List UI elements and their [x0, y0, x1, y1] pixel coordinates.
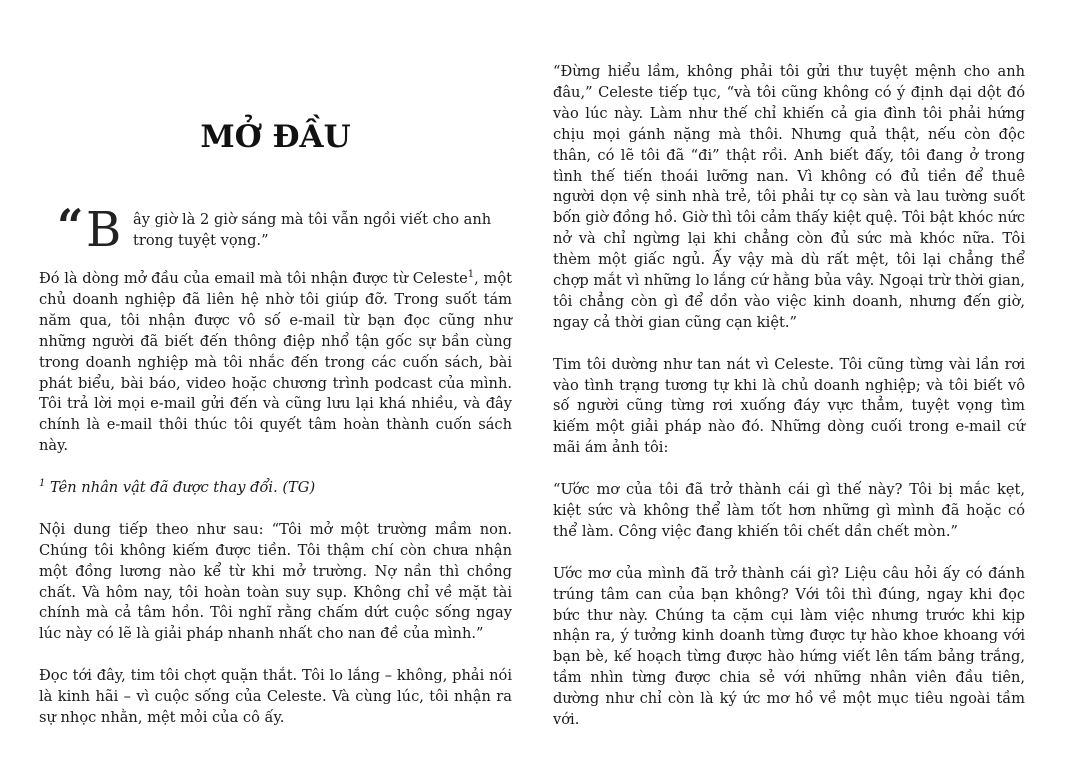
paragraph: “Đừng hiểu lầm, không phải tôi gửi thư tuyệt mệnh cho anh đâu,” Celeste tiếp tục, “và tôi cũng không có ý định dại dột đó vào lúc này. Làm như thế chỉ khiến cả gia đình tôi phải hứng chịu mọi gánh nặng mà thôi. Nhưng quả thật, nếu còn độc thân, có lẽ tôi đã “đi” thật rồi. Anh biết đấy, tôi đang ở trong tình thế tiến thoái lưỡng nan. Vì không có đủ tiền để thuê người dọn vệ sinh nhà trẻ, tôi phải tự cọ sàn và lau tường suốt bốn giờ đồng hồ. Giờ thì tôi cảm thấy kiệt quệ. Tôi bật khóc nức nở và chỉ ngừng lại khi chẳng còn đủ sức mà khóc nữa. Tôi thèm một giấc ngủ. Ấy vậy mà dù rất mệt, tôi lại chẳng thể chợp mắt vì những lo lắng cứ hằng bủa vây. Ngoại trừ thời gian, tôi chẳng còn gì để dồn vào việc kinh doanh, nhưng đến giờ, ngay cả thời gian cũng cạn kiệt.”: [553, 63, 1025, 331]
paragraph-text: Đó là dòng mở đầu của email mà tôi nhận được từ Celeste: [39, 270, 468, 287]
paragraph: Ước mơ của mình đã trở thành cái gì? Liệu câu hỏi ấy có đánh trúng tâm can của bạn không? Với tôi thì đúng, ngay khi đọc bức thư này. Chúng ta cặm cụi làm việc nhưng trước khi kịp nhận ra, ý tưởng kinh doanh từng được tự hào khoe khoang với bạn bè, kế hoạch từng được hào hứng viết lên tấm bảng trắng, tầm nhìn từng được chia sẻ với những nhân viên đầu tiên, dường như chỉ còn là ký ức mơ hồ về một mục tiêu ngoài tầm với.: [553, 564, 1025, 729]
chapter-title: MỞ ĐẦU: [200, 119, 351, 155]
drop-cap: B: [86, 202, 122, 258]
lead-text: ây giờ là 2 giờ sáng mà tôi vẫn ngồi viết cho anh trong tuyệt vọng.”: [133, 211, 492, 249]
paragraph: Nội dung tiếp theo như sau: “Tôi mở một trường mầm non. Chúng tôi không kiếm được tiền. Tôi thậm chí còn chưa nhận một đồng lương nào kể từ khi mở trường. Nợ nần thì chồng chất. Và hôm nay, tôi hoàn toàn suy sụp. Không chỉ về mặt tài chính mà cả tâm hồn. Tôi nghĩ rằng chấm dứt cuộc sống ngay lúc này có lẽ là giải pháp nhanh nhất cho nan đề của mình.”: [39, 520, 512, 643]
paragraph-text: , một chủ doanh nghiệp đã liên hệ nhờ tôi giúp đỡ. Trong suốt tám năm qua, tôi nhận được vô số e-mail từ bạn đọc cũng như những người đã biết đến thông điệp nhổ tận gốc sự bần cùng trong doanh nghiệp mà tôi nhắc đến trong các cuốn sách, bài phát biểu, bài báo, video hoặc chương trình podcast của mình. Tôi trả lời mọi e-mail gửi đến và cũng lưu lại khá nhiều, và đây chính là e-mail thôi thúc tôi quyết tâm hoàn thành cuốn sách này.: [39, 270, 512, 455]
footnote: [39, 478, 512, 499]
right-column: [553, 62, 1025, 752]
footnote-ref: 1: [467, 269, 475, 281]
left-column: [39, 269, 512, 750]
paragraph: [39, 269, 512, 457]
opening-quote-mark: “: [57, 199, 84, 253]
chapter-lead: [39, 199, 512, 258]
footnote-number: 1: [39, 478, 46, 490]
paragraph: Đọc tới đây, tim tôi chợt quặn thắt. Tôi lo lắng – không, phải nói là kinh hãi – vì cuộc sống của Celeste. Và cùng lúc, tôi nhận ra sự nhọc nhằn, mệt mỏi của cô ấy.: [39, 667, 512, 726]
paragraph: Tim tôi dường như tan nát vì Celeste. Tôi cũng từng vài lần rơi vào tình trạng tương tự khi là chủ doanh nghiệp; và tôi biết vô số người cũng từng rơi xuống đáy vực thẳm, tuyệt vọng tìm kiếm một giải pháp nào đó. Những dòng cuối trong e-mail cứ mãi ám ảnh tôi:: [553, 355, 1025, 457]
footnote-text: Tên nhân vật đã được thay đổi. (TG): [45, 479, 316, 497]
paragraph: “Ước mơ của tôi đã trở thành cái gì thế này? Tôi bị mắc kẹt, kiệt sức và không thể làm tốt hơn những gì mình đã hoặc có thể làm. Công việc đang khiến tôi chết dần chết mòn.”: [553, 481, 1025, 540]
